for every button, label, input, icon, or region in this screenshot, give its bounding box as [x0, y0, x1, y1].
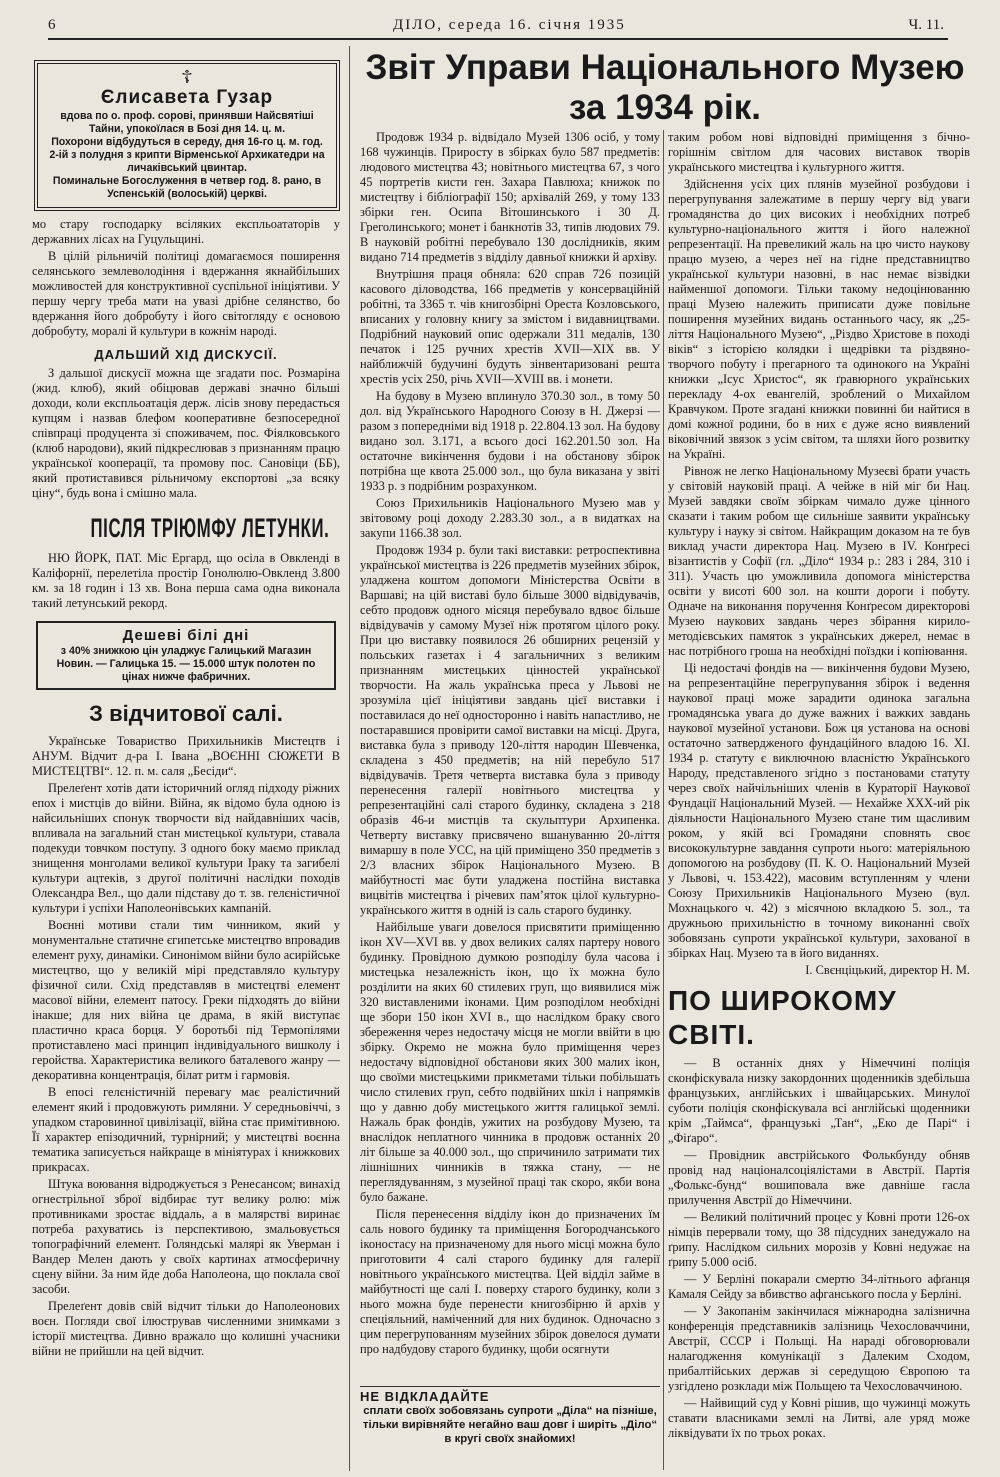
- paragraph: Прелеґент довів свій відчит тільки до Наполеонових воєн. Погляди свої ілюстрував численними знимками з історії мистецтва. Дивно вражало що колишні учасники війни не прийшли на цей відчит.: [32, 1299, 340, 1358]
- article-signature: І. Свєнціцький, директор Н. М.: [805, 963, 970, 977]
- paragraph: Прелеґент хотів дати історичний огляд підходу ріжних епох і мистців до війни. Війна, як відомо була одною із найсильніших спонук творчости від найдавніших часів, впливала на загальний стан мистецької культури, ставала подекуди товчком поступу. З одного боку маємо приклад знищення монголами великої культури Іраку та загибелі культури ацтеків, з другої політичні наслідки походів Олександра Вел., що дали підставу до т. зв. гелєністичної культури і успіхи Наполеонівських кампаній.: [32, 781, 340, 915]
- paragraph: Рівнож не легко Національному Музеєві брати участь у світовій науковій праці. А чейже в ній міг би Нац. Музей завдяки своїм збіркам чимало дуже цінного сказати і таким робом ще сильніше заявити українську культуру і науку зі світом. Найкращим доказом на те був виклад участи директора Нац. Музею в IV. Конґресі візантистів у Софії (гл. „Діло“ 1934 р.: 283 і 284, 310 і 311). Участь цю уможливила допомога міністерства освіти у висоті 600 зол. на кошти дороги і побуту. Одначе на виконання поручення Конґресом директорові Музею наукових завдань через збірання кирило-методієвських памяток з українських джерел, немає в нас потрібного гроша на необхідні поїздки і копіювання.: [668, 464, 970, 658]
- footer-text: сплати своїх зобовязань супроти „Діла“ на пізніше, тільки вирівняйте негайно ваш довг і ширіть „Діло“ в кругі своїх знайомих!: [362, 1405, 658, 1445]
- headline-world: ПО ШИРОКОМУ СВІТІ.: [668, 985, 897, 1050]
- news-item: — Великий політичний процес у Ковні проти 126-ох німців перервали тому, що 38 підсудних занедужало на ґрипу. Наслідком сильних морозів у Ковні недужає на ґрипу 5.000 осіб.: [668, 1210, 970, 1269]
- news-item: — У Закопанім закінчилася міжнародна залізнична конференція представників залізниць Чехословаччини, Австрії, СССР і Польщі. На нараді обговорювали налагодження комунікації з Далеким Сходом, прибалтійських держав зі середущою Європою та узгідлено розклади між Польщею та Чехословаччиною.: [668, 1304, 970, 1393]
- paragraph: З дальшої дискусії можна ще згадати пос. Розмаріна (жид. клюб), який обіцював державі значно більші доходи, коли експльоатація держ. лісів знову передасться купцям і назвав блефом кооперативне безпосередної співпраці продуцента зі споживачем, пос. Фіялковського (клюб народови), який підкреслював з признанням працю української кооперації, та промову пос. Сановіци (ББ), який протиставився рільничому експортові „за всяку ціну“, будь вона і смішно мала.: [32, 366, 340, 500]
- paragraph: Здійснення усіх цих плянів музейної розбудови і перегрупування залежатиме в першу чергу від уваги громадянства до цих високих і необхідних потреб культурно-національного життя і його належної репрезентації. На превеликий жаль на цю чисто наукову працю музею, а через неї на гідне представництво української культури назовні, в нас немає візвідки найменшої допомоги. Тільки такому недоцінюванню праці Музею належить приписати дуже повільне поширення музейних видань останнього часу, як „25-ліття Національного Музею“, „Різдво Христове в поході віків“ з історією колядки і щедрівки та різдвяно-творчого побуту і прегарного та одинокого на Україні книжки „Ісус Христос“, як ґравюрного українських перекладу 4-ох евангелій, зроблений о Михайлом Кравчуком. Проте згадані книжки повинні би найтися в домі кожної родини, бо в них є дуже ясно виявлений віковічний звязок з усім світом, та шляхи його розвитку на Україні.: [668, 177, 970, 461]
- ad-title: Дешеві білі дні: [122, 627, 250, 644]
- news-item: — Найвищий суд у Ковні рішив, що чужинці можуть ставати власниками землі на Литві, але уряд може ліквідувати їх по трьох роках.: [668, 1396, 970, 1440]
- paragraph: таким робом нові відповідні приміщення з бічно-горішнім світлом для часових виставок творів українського мистецтва і культурного життя.: [668, 130, 970, 174]
- paragraph: Штука воювання відроджується з Ренесансом; винахід огнестрільної зброї відбирає тут велику ролю: між противниками зростає віддаль, а в малярстві виринає потреба рахуватись із перспективою, змальовується топографічний елемент. Голяндські малярі як Уверман і Вандер Мелен дають у своїх картинах атмосферичну сцену війни. За ним йде доба Наполеона, що поклала свої засоби.: [32, 1177, 340, 1296]
- obituary-box: [34, 60, 340, 211]
- obituary-funeral: Похорони відбудуться в середу, дня 16-го ц. м. год. 2-ій з полудня з крипти Вірменської Архикатедри на личаківський цвинтар.: [49, 136, 325, 174]
- ad-text: з 40% знижкою цін уладжує Галицький Магазин Новин. — Галицька 15. — 15.000 штук полотен по цінах нижче фабричних.: [56, 645, 316, 683]
- headline-flight: ПІСЛЯ ТРІЮМФУ ЛЕТУНКИ.: [90, 513, 330, 543]
- advertisement-box: [36, 621, 336, 690]
- paragraph: Українське Товариство Прихильників Мистецтв і АНУМ. Відчит д-ра І. Івана „ВОЄННІ СЮЖЕТИ В МИСТЕЦТВІ“. 12. п. м. саля „Бесіди“.: [32, 734, 340, 778]
- obituary-service: Поминальне Богослуження в четвер год. 8. рано, в Успенській (волоській) церкві.: [52, 175, 322, 200]
- paragraph: Після перенесення відділу ікон до призначених їм саль нового будинку та приміщення Богородчанського іконостасу на призначеному для нього місці можна було приготовити 4 салі старого будинку для галерії новітнього українського мистецтва. Цей відділ займе в майбутності ще салі I. поверху старого будинку, коли з нього можна буде перенести книгозбірню й архів у спеціяльний, наміченний для них будинок. Одночасно з цим перегрупованням музейних збірок довелося думати про надбудову старого будинку, щоби осягнути: [360, 1207, 660, 1356]
- paragraph: На будову в Музею вплинуло 370.30 зол., в тому 50 дол. від Українського Народного Союзу в Н. Джерзі — разом з попередніми від 1918 р. 22.804.13 зол. На будову видано зол. 3.171, а всього досі 162.201.50 зол. На остаточне викінчення будови і на обстанову збірок потрібна ще квота 25.000 зол., що була виказана у звіті 1933 р. з подрібним розрахунком.: [360, 389, 660, 493]
- column-rule: [349, 46, 350, 1471]
- article-title: [360, 48, 970, 128]
- paragraph: В цілій рільничій політиці домагаємося поширення селянського землеволодіння і вдержання якнайбільших можливостей для конструктивної суспільної ініціятиви. У першу чергу треба мати на увазі дрібне селянство, бо вдержання його добробуту і його світогляду є основою добробуту, моралі й культури в кожнім народі.: [32, 249, 340, 338]
- obituary-text: вдова по о. проф. сорові, принявши Найсвятіші Тайни, упокоїлася в Бозі дня 14. ц. м.: [60, 110, 314, 135]
- paragraph: Воєнні мотиви стали тим чинником, який у монументальне статичне єгипетське мистецтво впровадив елемент руху, динаміки. Синонімом війни було асирійське мистецтво, що у великій мірі представляло культуру фізичної сили. Схід представляв в мистецтві елемент масової війни, елемент патосу. Греки підходять до війни інакше; для них війна це драма, в якій виступає пластично краса борця. У боротьбі під Термопілями протиставлено масі принцип індивідуального вишколу і геройства. Характеристика великого баталевого жанру — декоративна концентрація, білат ритм і гармовія.: [32, 918, 340, 1082]
- news-item: — Провідник австрійського Фолькбунду обняв провід над націоналсоціялістами в Австрії. Партія „Фолькс-бунд“ вошиповала вже давніше гасла прилучення Австрії до Німеччини.: [668, 1148, 970, 1207]
- paragraph: НЮ ЙОРК, ПАТ. Міс Ергард, що осіла в Овкленді в Каліфорнії, перелетіла простір Гонолюлю-Овкленд 3.800 км. за 18 годин і 13 хв. Вона перша сама одна виконала такий летунський рекорд.: [32, 551, 340, 610]
- paragraph: Союз Прихильників Національного Музею мав у звітовому році доходу 2.283.30 зол., а в видатках на закупи 1166.38 зол.: [360, 496, 660, 540]
- news-item: — У Берліні покарали смертю 34-літнього афґанця Камаля Сейду за вбивство афганського посла у Берліні.: [668, 1272, 970, 1301]
- title-line-2: за 1934 рік.: [568, 88, 762, 127]
- title-line-1: Звіт Управи Національного Музею: [365, 48, 965, 87]
- left-column: [32, 46, 340, 1471]
- page-number: 6: [48, 17, 56, 33]
- paragraph: Найбільше уваги довелося присвятити приміщенню ікон XV—XVI вв. у двох великих салях партеру нового будинку. Провідною думкою розподілу була часова і мистецька незалежність ікон, що їх можна було розділити на яких 60 стилевих груп, що виявилися між 320 виставленими іконами. Цим розподілом необхідні ще збори 150 ікон XVI в., що наслідком браку свого збереження через недостачу місця не могли ввійти в цю збірку. Окремо не можна було приміщення через недостачу відповідної обстанови яких 300 малих ікон, що своїми мистецькими прикметами тільки побільшать число стилевих груп, себто подвійних шкіл і напрямків що у давню добу мистецького життя галицької землі. Нажаль брак фондів, ужитих на розбудову Музею, та внаслідок неплатного чинника в продовж останніх 20 літ більше за 40.000 зол., що спричинило затримати тих лішнішних чинників в тяжка стану, — не переглядуванням, з музейної праці так скоро, якби вона було бажане.: [360, 920, 660, 1204]
- column-rule: [663, 130, 664, 1470]
- page-header: [48, 16, 948, 40]
- masthead-date: ДІЛО, середа 16. січня 1935: [393, 17, 626, 33]
- paragraph: мо стару господарку всіляких експльоататорів у державних лісах на Гуцульщині.: [32, 217, 340, 246]
- headline-reading-room: З відчитової салі.: [89, 701, 283, 726]
- paragraph: Внутрішня праця обняла: 620 справ 726 позицій касового діловодства, 166 предметів у консерваційній робітні, та 3365 т. чів книгозбірні Ореста Козловського, вписаних у головну книгу за змістом і видавництвами. Подрібний науковий опис одержали 311 медалів, 130 печаток і 125 ручних хрестів XVII—XIX вв. У найближчій будучині будуть зінвентаризовані решта хрестів усіх 250, річь XVII—XVIII вв. і монети.: [360, 267, 660, 386]
- paragraph: Продовж 1934 р. відвідало Музей 1306 осіб, у тому 168 чужинців. Приросту в збірках було 587 предметів: людового мистецтва 43; новітнього мистецтва 67, з чого 45 портретів кисти ген. Захара Павлюха; книжок по мистецтву і бібліографії 150; архівалій 269, у тому 133 збірки ген. Осипа Вітошинського і 30 Д. Греголинського; монет і банкнотів 33, типів людових 79. В науковій робітні перебувало 130 дослідників, яким видано 714 предметів з відділу давньої книжки й архіву.: [360, 130, 660, 264]
- footer-notice: [360, 1386, 660, 1446]
- footer-title: НЕ ВІДКЛАДАЙТЕ: [360, 1389, 490, 1404]
- issue-number: Ч. 11.: [908, 17, 944, 33]
- right-column: [668, 130, 970, 1470]
- news-item: — В останніх днях у Німеччині поліція сконфіскувала низку закордонних щоденників здебільша французьких, англійських і швайцарських. Минулої суботи поліція сконфіскувала всі англійські щоденники крім „Таймса“, французькі „Тан“, „Еко де Парі“ і „Фіґаро“.: [668, 1056, 970, 1145]
- subheading: ДАЛЬШИЙ ХІД ДИСКУСІЇ.: [94, 347, 278, 362]
- cross-icon: ☦: [181, 67, 193, 87]
- obituary-name: Єлисавета Гузар: [100, 87, 274, 108]
- middle-column: [360, 130, 660, 1380]
- paragraph: Ці недостачі фондів на — викінчення будови Музею, на репрезентаційне перегрупування збірок і ведення наукової праці може зарадити одинока загальна громадянська увага до дуже важних і важких завдань наукової музейної установи. Бож ця установа на основі остаточно затвердженого фундаційного владою 16. XI. 1934 р. статуту є виключною власністю Українського Народу, представленого згідно з постановами статуту через своїх найчільніших членів в Кураторії Наукової Фундації Національний Музей. — Нехайже XXX-ий рік діяльности Національного Музею стане тим щасливим роком, у якій всі Громадяни сповнять своє висококультурне завдання супроти нього: матеріяльною допомогою на розбудову (П. К. О. Національний Музей у Львові, ч. 153.422), масовим вступленням у члени Союзу Прихильників Національного Музею (вул. Мохнацького ч. 42) з місячною вкладкою 5. зол., та дружньою прихильністю в точному виконанні своїх зобовязань супроти української культури, захованої в збірках Нац. Музею та в його виданнях.: [668, 661, 970, 960]
- paragraph: В епосі гелєністичній перевагу має реалістичний елемент який і продовжують римляни. У середньовіччі, з упадком старовинної цивілізації, війна стає примітивною. Її характер епізодичний, турнірний; у мистецтві воєнна тематика записується найкраще в мініятурах і книжкових прикрасах.: [32, 1085, 340, 1174]
- paragraph: Продовж 1934 р. були такі виставки: ретроспективна української мистецтва із 226 предметів музейних збірок, уладжена коштом допомоги Міністерства Освіти в Варшаві; на цій виставі було більше 3000 відвідувачів, себто продовж одного місяця перебувало вдвоє більше відвідувачів у самому Музеї ніж протягом цілого року. При цю виставку появилося 26 обширних рецензій у польських газетах і 4 загальничних з великим признанням мистецьких цінностей української творчости. На жаль українська преса у Львові не зрозуміла цієї ініціятиви завдань цієї виставки і поставилася до неї односторонно і навіть напастливо, не постаравшися провірити самої виставки на місці. Друга, виставка була з приводу 120-ліття народин Шевченка, складена з 450 предметів; на ній перебуло 517 відвідувачів. Третя четверта виставка була з приводу перенесення галерії новітнього мистецтва у репрезентаційні салі старого будинку, складена з 218 образів 46-и мистців та скульптури Архипенка. Четверту виставку присвячено вшануванню 20-ліття вимаршу в поле УСС, на цій приміщено 350 предметів з 2/3 власних збірок Національного Музею. В майбутності має бути уладжена постійна виставка вицвітів мистецтва і річевих пам’яток цілої культурно-українського життя в одній із саль старого будинку.: [360, 543, 660, 917]
